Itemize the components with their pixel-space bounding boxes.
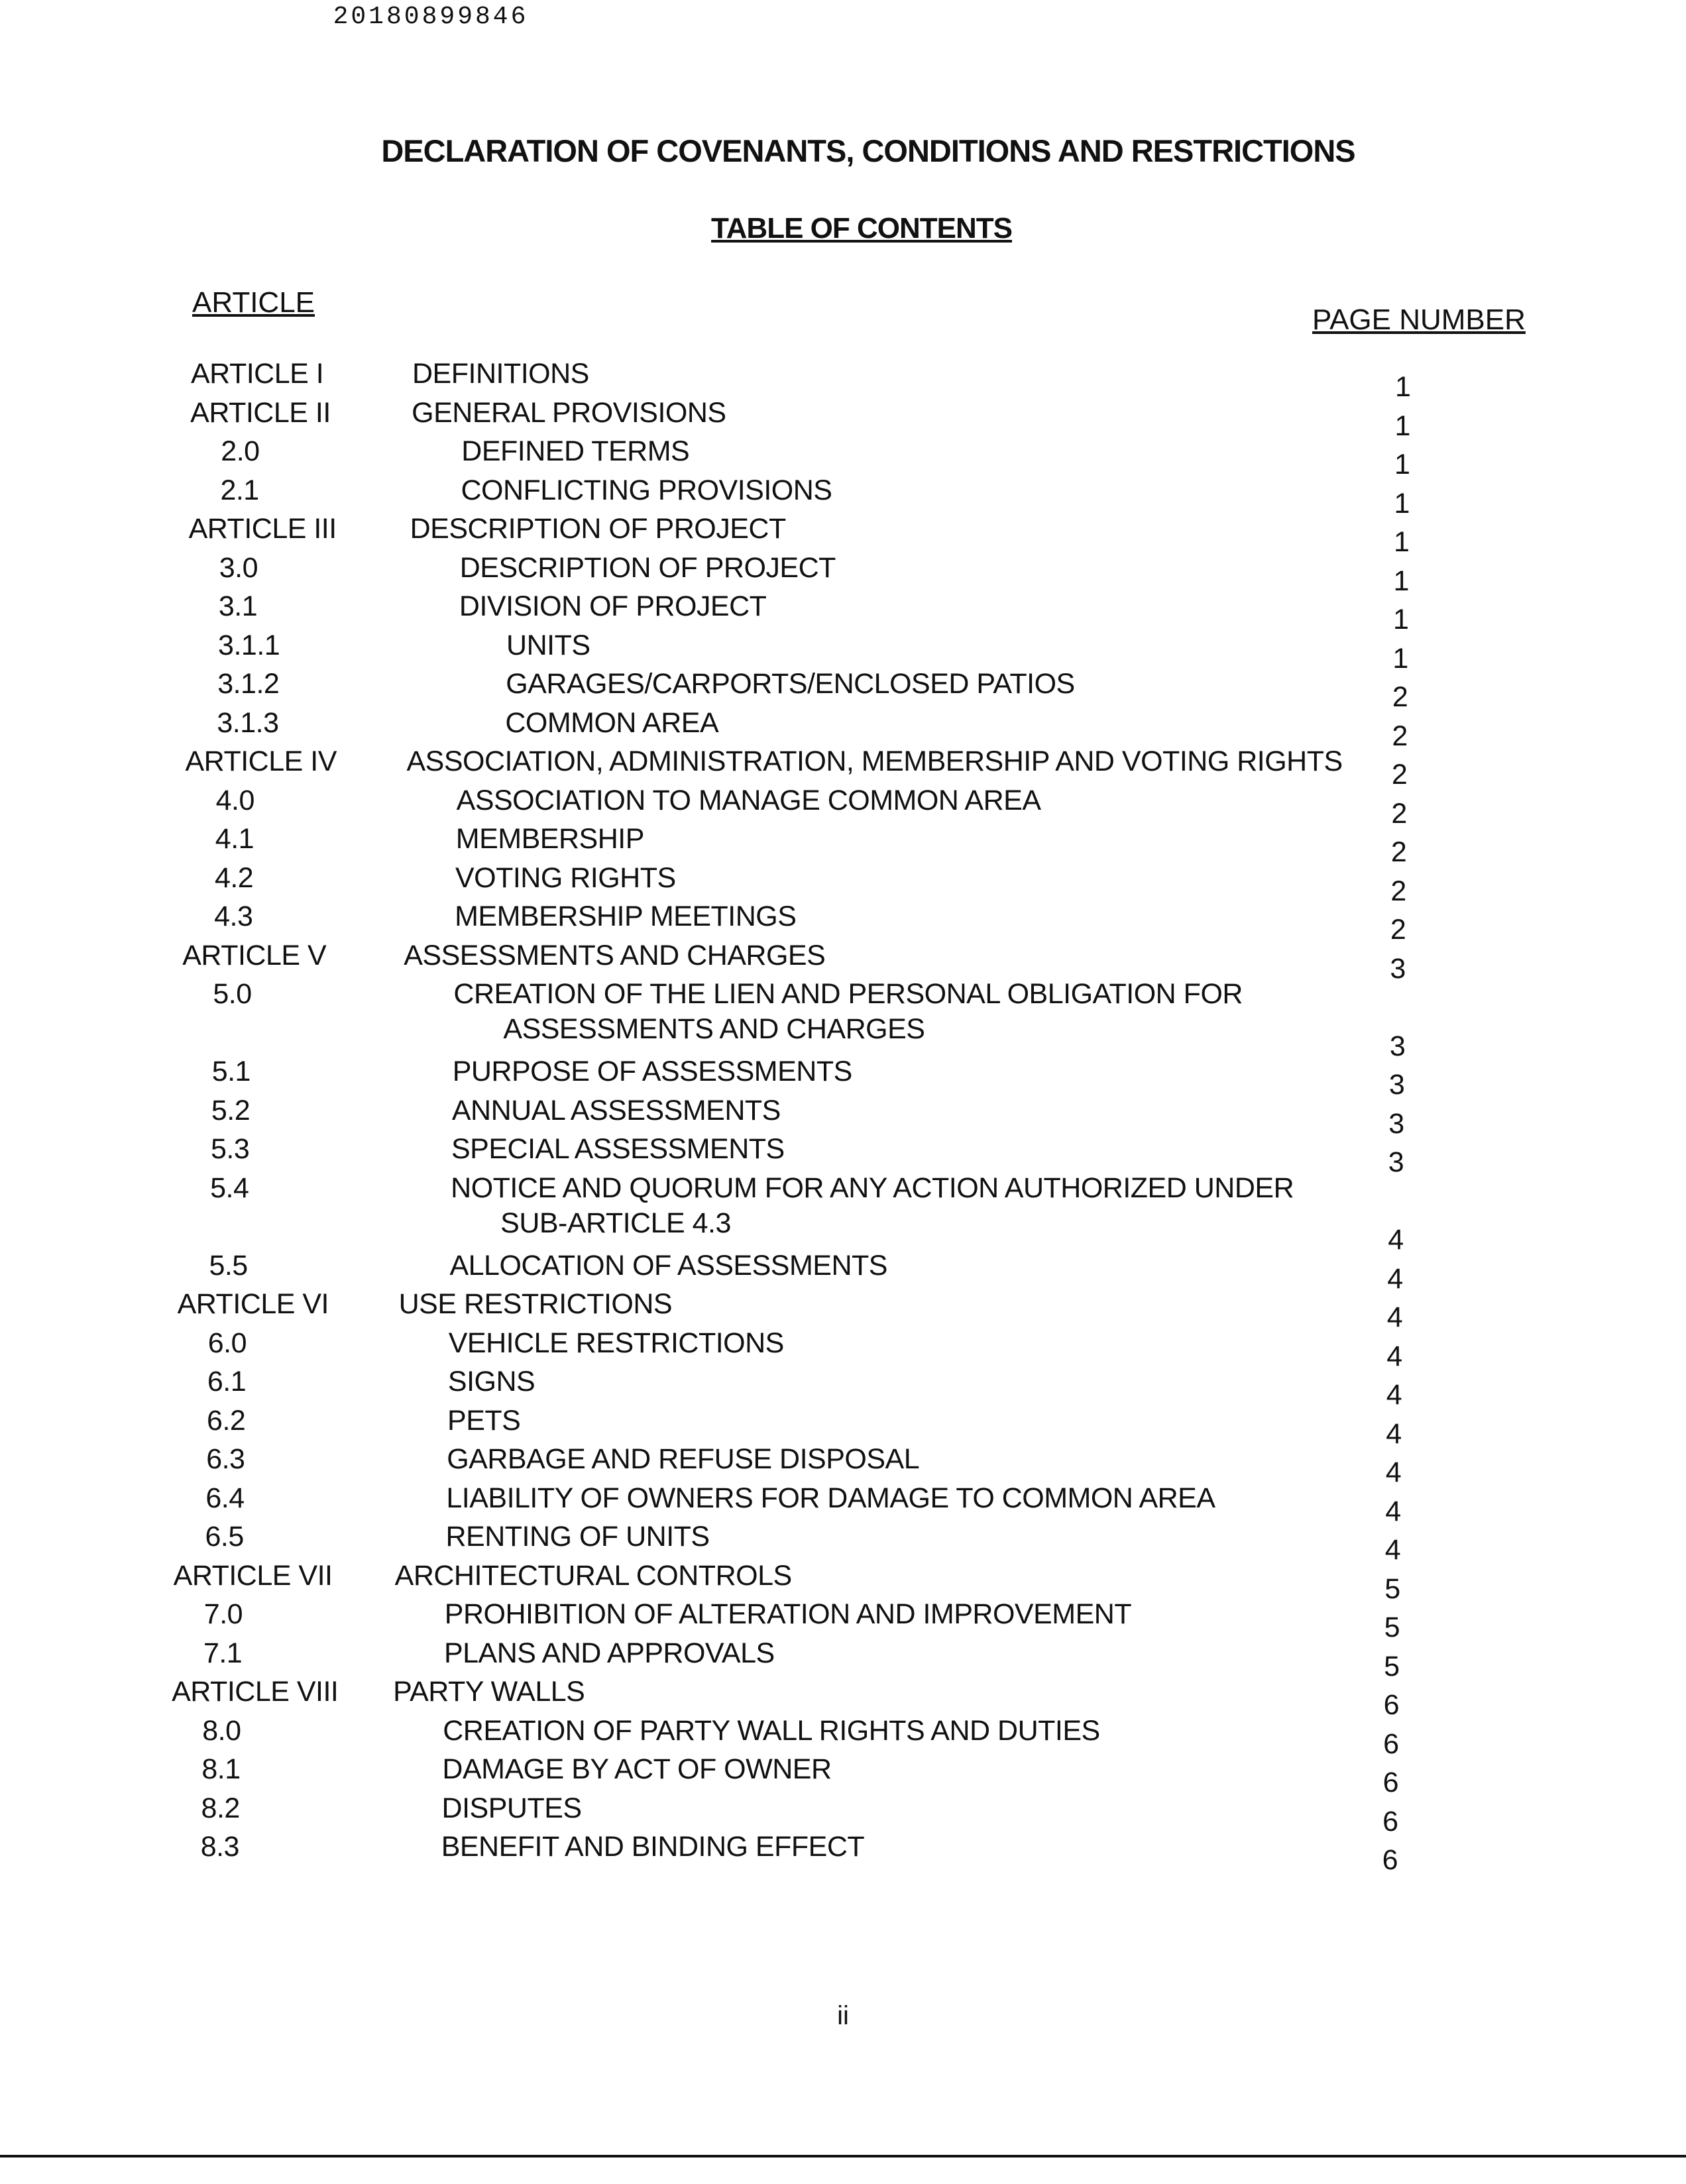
toc-entry-title xyxy=(456,823,644,855)
toc-entry xyxy=(0,823,1686,868)
toc-entry-title-text: ASSOCIATION, ADMINISTRATION, MEMBERSHIP AND VOTING RIGHTS xyxy=(406,745,1343,777)
toc-entry-title-text: MEMBERSHIP xyxy=(455,823,644,855)
toc-entry-title-text: PARTY WALLS xyxy=(393,1676,585,1708)
toc-entry-title-text: ASSESSMENTS AND CHARGES xyxy=(404,939,826,971)
toc-page-number: 3 xyxy=(1388,1107,1404,1140)
toc-entry xyxy=(0,1366,1686,1411)
toc-entry-title xyxy=(452,1095,781,1127)
toc-entry-title-text: DAMAGE BY ACT OF OWNER xyxy=(442,1753,832,1785)
toc-entry-title-text: CREATION OF PARTY WALL RIGHTS AND DUTIES xyxy=(443,1714,1100,1747)
toc-section-number: 4.3 xyxy=(214,901,253,932)
toc-page-number: 6 xyxy=(1383,1689,1400,1721)
toc-entry-title xyxy=(451,1172,1294,1240)
toc-page-number: 2 xyxy=(1391,759,1408,791)
toc-section-number: 3.1.3 xyxy=(217,706,279,739)
toc-page-number: 2 xyxy=(1390,914,1406,946)
toc-page-number: 1 xyxy=(1392,642,1408,675)
toc-section-number: 6.5 xyxy=(205,1521,244,1553)
toc-entry xyxy=(0,1521,1686,1566)
toc-page-number: 3 xyxy=(1390,952,1406,985)
toc-page-number: 4 xyxy=(1386,1301,1403,1333)
toc-entry-title xyxy=(506,668,1075,700)
toc-entry-title-text: GARBAGE AND REFUSE DISPOSAL xyxy=(447,1443,920,1475)
toc-entry xyxy=(0,1637,1686,1682)
toc-entry-title xyxy=(446,1521,710,1553)
toc-page-number: 4 xyxy=(1388,1224,1404,1256)
toc-page-number: 6 xyxy=(1382,1844,1398,1876)
toc-entry-title xyxy=(453,978,1243,1046)
toc-entry-title xyxy=(446,1482,1215,1515)
toc-entry xyxy=(0,1831,1686,1876)
toc-section-number: 6.4 xyxy=(205,1482,245,1514)
toc-section-number: 5.5 xyxy=(209,1249,248,1282)
toc-entry-title-text: RENTING OF UNITS xyxy=(445,1521,710,1553)
toc-page-number: 4 xyxy=(1386,1340,1402,1372)
toc-entry xyxy=(0,1288,1686,1333)
toc-section-number: 8.0 xyxy=(202,1714,241,1747)
toc-entry-title-text: CONFLICTING PROVISIONS xyxy=(461,474,832,506)
toc-entry-title xyxy=(442,1753,831,1786)
toc-entry xyxy=(0,396,1686,442)
toc-entry xyxy=(0,1753,1686,1798)
toc-section-number: 2.0 xyxy=(221,435,260,467)
toc-entry-title-text: VEHICLE RESTRICTIONS xyxy=(448,1327,784,1359)
toc-entry-title-text: GENERAL PROVISIONS xyxy=(412,396,726,429)
toc-entry xyxy=(0,551,1686,597)
toc-section-number: 5.2 xyxy=(211,1094,251,1126)
toc-page-number: 4 xyxy=(1387,1262,1403,1295)
toc-entry xyxy=(0,861,1686,907)
toc-page-number: 4 xyxy=(1385,1495,1401,1527)
toc-entry-title-text: ASSOCIATION TO MANAGE COMMON AREA xyxy=(456,784,1041,816)
toc-entry-title-text: DESCRIPTION OF PROJECT xyxy=(459,551,836,584)
toc-page-number: 1 xyxy=(1394,410,1410,442)
toc-entry-title xyxy=(442,1792,582,1825)
toc-entry-title-text: NOTICE AND QUORUM FOR ANY ACTION AUTHORIZED UNDER xyxy=(451,1172,1294,1204)
toc-entry-title-continuation: ASSESSMENTS AND CHARGES xyxy=(503,1013,925,1045)
toc-entry-title xyxy=(455,862,676,895)
toc-entry-title xyxy=(441,1831,864,1863)
toc-article-number: ARTICLE II xyxy=(190,396,331,429)
toc-entry-title-text: ALLOCATION OF ASSESSMENTS xyxy=(449,1249,887,1282)
toc-article-number: ARTICLE V xyxy=(182,939,327,971)
toc-page-number: 6 xyxy=(1382,1805,1398,1837)
toc-entry-title xyxy=(444,1637,775,1670)
toc-entry-title xyxy=(461,474,832,507)
toc-entry-title-text: MEMBERSHIP MEETINGS xyxy=(455,901,797,932)
toc-entry-title xyxy=(449,1327,784,1360)
toc-page-number: 1 xyxy=(1394,449,1410,480)
toc-page-number: 3 xyxy=(1389,1030,1406,1062)
toc-entry-title-text: PROHIBITION OF ALTERATION AND IMPROVEMENT xyxy=(444,1598,1132,1630)
toc-entry-title-text: PETS xyxy=(447,1404,521,1437)
toc-page-number: 2 xyxy=(1391,797,1407,830)
toc-page-number: 1 xyxy=(1393,526,1410,558)
toc-section-number: 8.1 xyxy=(201,1753,241,1785)
toc-page-number: 1 xyxy=(1392,604,1409,635)
toc-section-number: 6.2 xyxy=(207,1404,246,1437)
toc-entry-title-text: ANNUAL ASSESSMENTS xyxy=(451,1094,781,1126)
toc-section-number: 3.0 xyxy=(219,551,258,584)
toc-section-number: 5.1 xyxy=(211,1056,251,1087)
toc-section-number: 5.3 xyxy=(211,1133,250,1165)
toc-entry xyxy=(0,1598,1686,1643)
toc-entry-title xyxy=(447,1443,919,1476)
toc-article-number: ARTICLE VIII xyxy=(172,1676,339,1708)
toc-entry-title xyxy=(449,1250,887,1282)
scan-edge-line xyxy=(0,2155,1686,2157)
toc-section-number: 4.0 xyxy=(215,784,254,816)
toc-entry-title xyxy=(460,552,836,584)
toc-heading: TABLE OF CONTENTS xyxy=(711,212,1012,245)
toc-page-number: 5 xyxy=(1384,1650,1400,1682)
toc-entry xyxy=(0,706,1686,752)
toc-entry xyxy=(0,1056,1686,1101)
toc-page-number: 3 xyxy=(1388,1146,1404,1178)
toc-page-number: 1 xyxy=(1395,371,1411,403)
toc-section-number: 2.1 xyxy=(220,474,259,506)
toc-section-number: 8.2 xyxy=(201,1792,240,1824)
toc-entry xyxy=(0,901,1686,946)
document-title: DECLARATION OF COVENANTS, CONDITIONS AND RESTRICTIONS xyxy=(381,133,1355,168)
toc-page-number: 2 xyxy=(1390,836,1407,868)
toc-section-number: 6.3 xyxy=(206,1443,245,1475)
toc-entry-title xyxy=(455,901,796,933)
toc-entry-title xyxy=(448,1366,535,1398)
toc-entry xyxy=(0,1443,1686,1488)
toc-entry xyxy=(0,358,1686,403)
toc-entry-title xyxy=(393,1676,585,1708)
toc-entry-title xyxy=(461,435,689,468)
toc-page-number: 4 xyxy=(1386,1417,1402,1450)
toc-page-number: 2 xyxy=(1392,681,1408,713)
toc-entry-title-continuation: SUB-ARTICLE 4.3 xyxy=(500,1207,731,1239)
toc-section-number: 3.1.1 xyxy=(218,629,280,661)
toc-section-number: 6.0 xyxy=(207,1327,247,1359)
toc-page-number: 4 xyxy=(1385,1456,1402,1488)
toc-entry xyxy=(0,1327,1686,1372)
toc-entry-title-text: DEFINED TERMS xyxy=(461,435,690,467)
toc-entry-title xyxy=(412,358,589,390)
toc-article-number: ARTICLE VI xyxy=(177,1288,329,1320)
toc-entry-title xyxy=(412,397,726,429)
toc-entry-title xyxy=(453,1056,852,1088)
toc-entry-title-text: DISPUTES xyxy=(441,1792,582,1824)
toc-entry-title-text: DESCRIPTION OF PROJECT xyxy=(410,513,786,545)
toc-section-number: 4.2 xyxy=(214,861,254,894)
toc-article-number: ARTICLE VII xyxy=(173,1559,333,1592)
toc-entry-title-text: USE RESTRICTIONS xyxy=(398,1288,673,1320)
toc-section-number: 5.4 xyxy=(210,1172,249,1204)
toc-entry-title-text: DIVISION OF PROJECT xyxy=(459,590,767,622)
toc-entry xyxy=(0,1792,1686,1837)
toc-entry-title xyxy=(505,707,718,739)
toc-entry xyxy=(0,1482,1686,1527)
toc-page-number: 2 xyxy=(1392,720,1408,752)
page-number-column-header: PAGE NUMBER xyxy=(1312,303,1526,336)
toc-entry xyxy=(0,939,1686,985)
toc-entry-title-text: BENEFIT AND BINDING EFFECT xyxy=(441,1831,865,1863)
toc-entry xyxy=(0,784,1686,830)
toc-page-number: 5 xyxy=(1384,1611,1400,1643)
toc-section-number: 8.3 xyxy=(200,1831,239,1863)
toc-entry-title xyxy=(407,745,1343,778)
toc-page-number: 4 xyxy=(1386,1379,1402,1411)
toc-entry-title-text: SIGNS xyxy=(447,1366,535,1397)
toc-section-number: 4.1 xyxy=(215,823,254,855)
toc-page-number: 6 xyxy=(1382,1767,1399,1798)
toc-entry xyxy=(0,1676,1686,1721)
toc-article-number: ARTICLE I xyxy=(191,358,324,390)
toc-page-number: 4 xyxy=(1384,1534,1401,1566)
toc-entry-title xyxy=(395,1560,792,1592)
toc-entry xyxy=(0,1714,1686,1760)
footer-page-number: ii xyxy=(837,2001,849,2030)
toc-article-number: ARTICLE III xyxy=(188,513,337,545)
toc-section-number: 5.0 xyxy=(213,978,252,1010)
toc-entry xyxy=(0,1172,1686,1256)
toc-entry-title xyxy=(459,590,767,623)
toc-entry xyxy=(0,513,1686,558)
toc-page-number: 1 xyxy=(1393,565,1409,597)
toc-entry xyxy=(0,1094,1686,1140)
toc-entry xyxy=(0,474,1686,519)
toc-entry-title-text: GARAGES/CARPORTS/ENCLOSED PATIOS xyxy=(506,668,1075,700)
toc-entry-title-text: UNITS xyxy=(506,629,590,661)
toc-entry xyxy=(0,745,1686,791)
toc-section-number: 3.1 xyxy=(218,590,258,622)
toc-page-number: 6 xyxy=(1383,1727,1399,1760)
toc-entry-title-text: DEFINITIONS xyxy=(412,358,589,390)
toc-entry-title xyxy=(410,513,786,545)
toc-section-number: 7.1 xyxy=(203,1637,243,1669)
toc-entry xyxy=(0,1404,1686,1450)
toc-entry-title xyxy=(457,785,1041,817)
toc-entry-title xyxy=(447,1405,520,1437)
toc-entry xyxy=(0,629,1686,675)
toc-entry xyxy=(0,590,1686,635)
toc-entry-title-text: PLANS AND APPROVALS xyxy=(443,1637,775,1669)
toc-entry-title xyxy=(443,1715,1099,1747)
toc-page-number: 3 xyxy=(1388,1069,1405,1101)
toc-entry-title xyxy=(404,940,825,972)
toc-entry xyxy=(0,1249,1686,1295)
toc-entry-title xyxy=(506,629,590,662)
article-column-header: ARTICLE xyxy=(192,286,315,319)
toc-entry-title-text: CREATION OF THE LIEN AND PERSONAL OBLIGATION FOR xyxy=(453,978,1243,1010)
toc-section-number: 3.1.2 xyxy=(217,668,280,700)
toc-entry-title xyxy=(451,1133,785,1166)
toc-entry xyxy=(0,668,1686,713)
document-number: 20180899846 xyxy=(333,3,529,31)
toc-entry xyxy=(0,978,1686,1062)
toc-section-number: 7.0 xyxy=(203,1598,243,1630)
toc-entry xyxy=(0,435,1686,480)
toc-page-number: 1 xyxy=(1394,487,1410,519)
toc-entry-title-text: VOTING RIGHTS xyxy=(455,861,676,894)
toc-section-number: 6.1 xyxy=(207,1366,247,1397)
toc-article-number: ARTICLE IV xyxy=(185,745,337,777)
toc-page-number: 2 xyxy=(1390,875,1406,907)
toc-entry xyxy=(0,1559,1686,1605)
toc-entry-title-text: COMMON AREA xyxy=(505,706,719,739)
toc-entry xyxy=(0,1133,1686,1178)
toc-entry-title xyxy=(445,1598,1131,1631)
toc-entry-title xyxy=(399,1288,673,1321)
toc-entry-title-text: ARCHITECTURAL CONTROLS xyxy=(394,1559,792,1592)
toc-entry-title-text: SPECIAL ASSESSMENTS xyxy=(451,1133,785,1165)
toc-entry-title-text: PURPOSE OF ASSESSMENTS xyxy=(452,1056,852,1087)
toc-entry-title-text: LIABILITY OF OWNERS FOR DAMAGE TO COMMON AREA xyxy=(446,1482,1215,1514)
toc-page-number: 5 xyxy=(1384,1572,1400,1605)
